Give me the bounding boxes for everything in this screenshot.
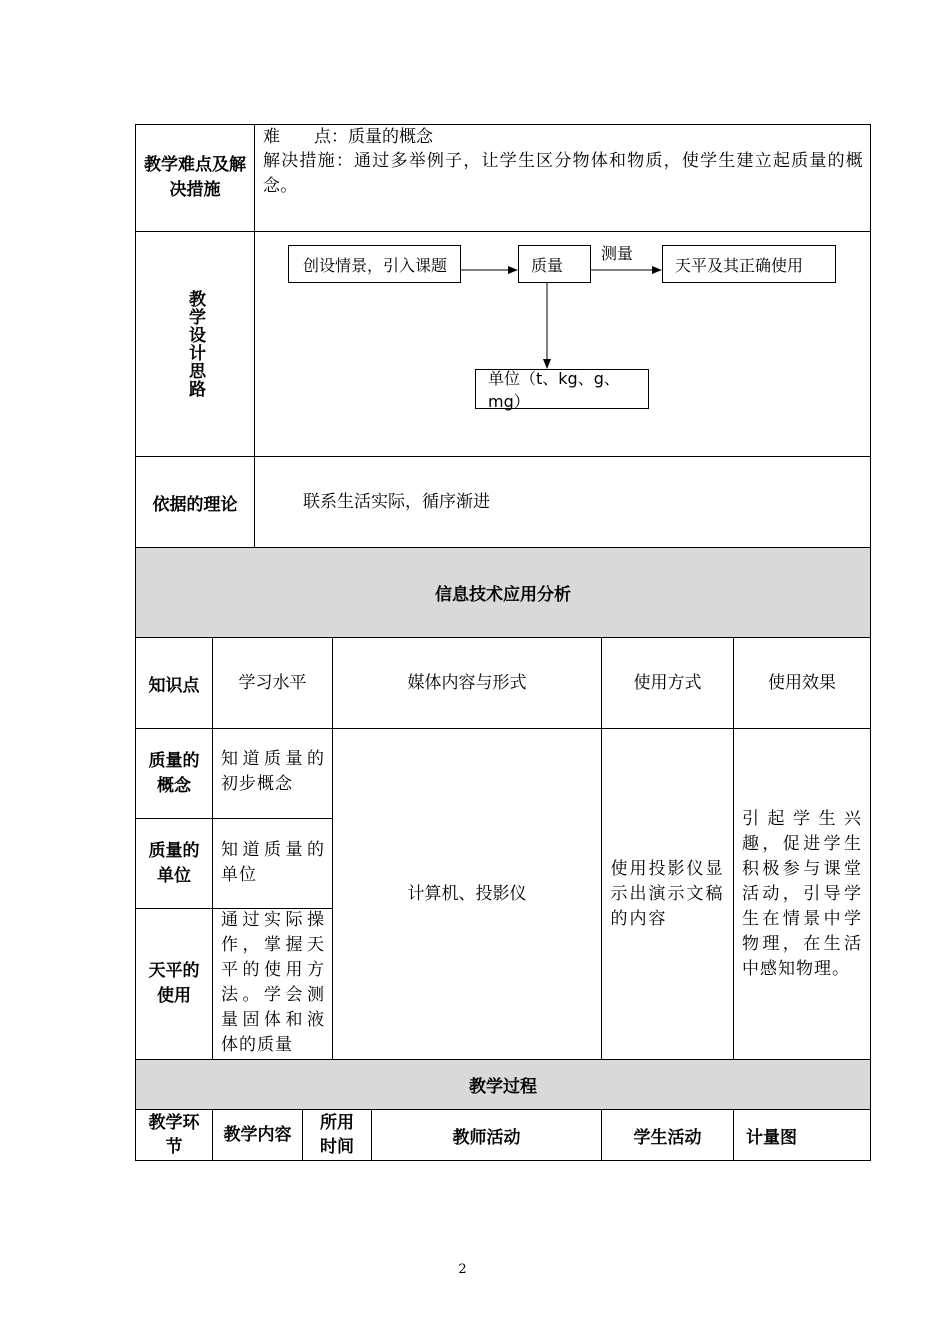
usage-effect-cell [734,729,870,1059]
knowledge-point-mass-concept: 质量的概念 [148,750,200,796]
header-media: 媒体内容与形式 [407,672,527,693]
difficulty-label: 教学难点及解决措施 [144,155,246,200]
process-title: 教学过程 [469,1076,537,1097]
process-header-teacher: 教师活动 [452,1127,521,1148]
learning-level-balance-use: 通过实际操作，掌握天平的使用方法。学会测量固体和液体的质量 [221,910,325,1055]
learning-level-mass-concept: 知道质量的初步概念 [221,749,325,794]
header-usage-effect: 使用效果 [768,672,836,693]
usage-method: 使用投影仪显示出演示文稿的内容 [610,858,725,929]
header-usage-method: 使用方式 [633,672,702,693]
process-header-student: 学生活动 [633,1127,702,1148]
usage-effect: 引起学生兴趣，促进学生积极参与课堂活动，引导学生在情景中学物理，在生活中感知物理。 [742,808,862,979]
page-number: 2 [458,1262,467,1277]
theory-text: 联系生活实际，循序渐进 [303,492,490,512]
flow-box-intro: 创设情景，引入课题 [288,245,461,283]
process-header-time: 所用时间 [320,1113,354,1157]
solution-line: 解决措施：通过多举例子，让学生区分物体和物质，使学生建立起质量的概念。 [263,151,863,196]
flow-box-mass: 质量 [518,245,591,283]
media-content: 计算机、投影仪 [407,883,527,904]
process-header-content: 教学内容 [223,1125,292,1145]
flow-arrows [0,0,950,450]
arrowhead [508,266,518,274]
flow-box-balance: 天平及其正确使用 [662,245,836,283]
process-header-diagram: 计量图 [746,1127,797,1148]
knowledge-point-balance-use: 天平的使用 [148,961,200,1006]
flow-edge-label: 测量 [601,244,634,263]
usage-method-cell [602,729,733,1059]
arrowhead [652,266,662,274]
process-header-stage: 教学环节 [148,1113,200,1157]
it-section-title: 信息技术应用分析 [435,584,571,605]
difficulty-line: 难 点：质量的概念 [263,127,433,147]
header-learning-level: 学习水平 [238,672,307,693]
flow-box-units: 单位（t、kg、g、mg） [475,369,649,409]
design-label: 教学设计思路 [185,290,205,398]
learning-level-mass-unit: 知道质量的单位 [221,840,325,885]
theory-label: 依据的理论 [152,494,238,515]
header-knowledge-point: 知识点 [148,675,200,696]
knowledge-point-mass-unit: 质量的单位 [148,840,200,886]
arrowhead [543,359,551,369]
